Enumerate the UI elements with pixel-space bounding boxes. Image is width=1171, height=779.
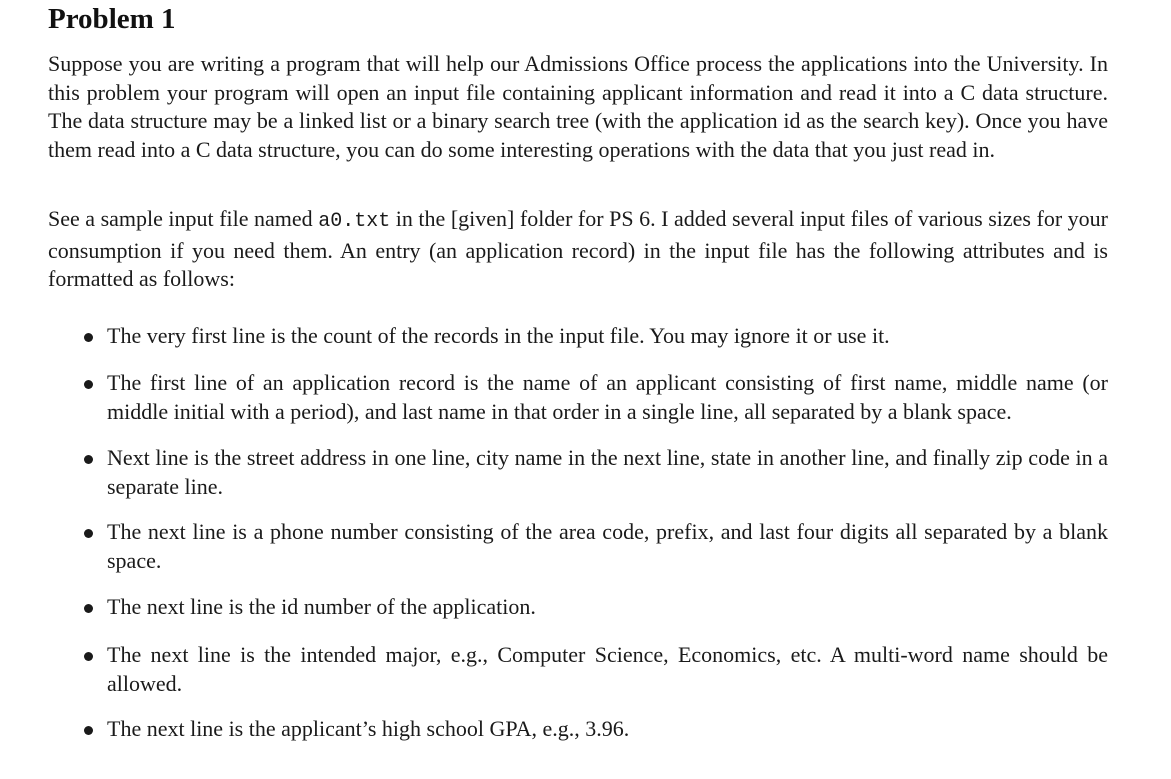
bullet-icon xyxy=(84,380,93,389)
list-item-text: The first line of an application record is the name of an applicant consisting of first name, middle name (or middle initial with a period), and last name in that order in a single line, all separated by a blank space. xyxy=(107,370,1108,424)
list-item xyxy=(80,593,1108,622)
list-item-text: The next line is a phone number consisting of the area code, prefix, and last four digits all separated by a blank space. xyxy=(107,519,1108,573)
list-item-text: The next line is the id number of the application. xyxy=(107,594,536,619)
bullet-icon xyxy=(84,455,93,464)
list-item xyxy=(80,641,1108,698)
list-item-text: The very first line is the count of the records in the input file. You may ignore it or use it. xyxy=(107,323,890,348)
paragraph-text-after: in the [given] folder for PS 6. I added several input files of various sizes for your consumption if you need them. An entry (an application record) in the input file has the following attributes and is formatted as follows: xyxy=(48,206,1108,291)
filename-code: a0.txt xyxy=(318,210,391,233)
paragraph-text-before: See a sample input file named xyxy=(48,206,319,231)
list-item xyxy=(80,715,1108,744)
list-item xyxy=(80,322,1108,351)
bullet-icon xyxy=(84,652,93,661)
list-item-text: The next line is the intended major, e.g., Computer Science, Economics, etc. A multi-word name should be allowed. xyxy=(107,642,1108,696)
list-item xyxy=(80,444,1108,501)
list-item-text: The next line is the applicant’s high school GPA, e.g., 3.96. xyxy=(107,716,630,741)
bullet-icon xyxy=(84,333,93,342)
intro-paragraph: Suppose you are writing a program that will help our Admissions Office process the applications into the University. In this problem your program will open an input file containing applicant information and read it into a C data structure. The data structure may be a linked list or a binary search tree (with the application id as the search key). Once you have them read into a C data structure, you can do some interesting operations with the data that you just read in. xyxy=(48,51,1108,162)
bullet-icon xyxy=(84,529,93,538)
list-item xyxy=(80,369,1108,426)
bullet-icon xyxy=(84,726,93,735)
problem-heading: Problem 1 xyxy=(48,3,176,35)
bullet-icon xyxy=(84,604,93,613)
list-item xyxy=(80,518,1108,575)
input-file-paragraph xyxy=(48,205,1108,294)
list-item-text: Next line is the street address in one line, city name in the next line, state in another line, and finally zip code in a separate line. xyxy=(107,445,1108,499)
